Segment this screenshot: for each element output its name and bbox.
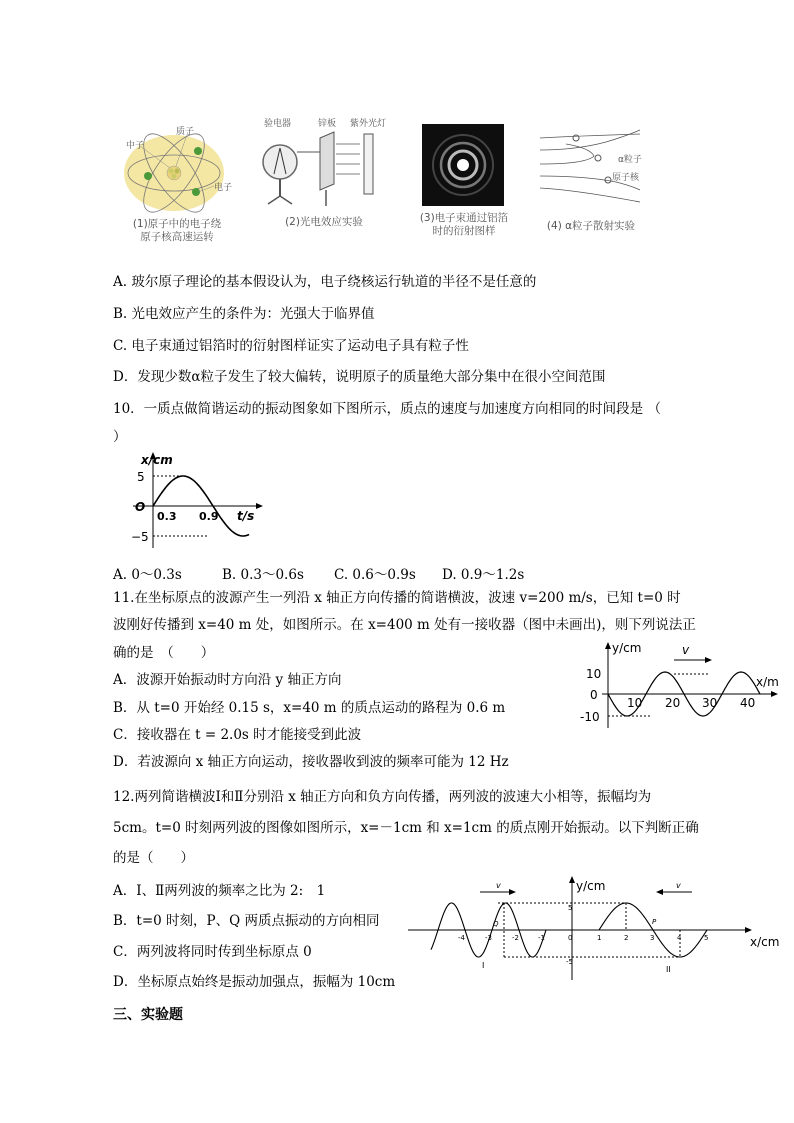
q11-tick-40: 40 bbox=[740, 696, 756, 710]
figure-atom-model bbox=[118, 118, 236, 246]
q10-tick-2: 0.9 bbox=[199, 510, 219, 523]
q12-y-top: 5 bbox=[568, 904, 573, 912]
q11-xlabel: x/m bbox=[756, 675, 779, 689]
q12-tick-neg3: -3 bbox=[485, 934, 492, 942]
q10-origin: O bbox=[135, 500, 146, 514]
q12-tick-neg1: -1 bbox=[538, 934, 545, 942]
diffraction-pattern bbox=[422, 124, 504, 206]
q11-tick-30: 30 bbox=[702, 696, 718, 710]
q12-tick-2: 2 bbox=[624, 934, 629, 942]
q12-v-right: v bbox=[676, 881, 681, 890]
q10-option-b: B. 0.3～0.6s bbox=[222, 567, 304, 583]
q12-tick-1: 1 bbox=[597, 934, 602, 942]
electroscope-label: 验电器 bbox=[264, 119, 292, 129]
q12-stem-2: 5cm。t=0 时刻两列波的图像如图所示，x=－1cm 和 x=1cm 的质点刚开始振动。以下判断正确 bbox=[113, 820, 699, 836]
figure-diffraction bbox=[408, 124, 520, 242]
q11-graph-svg bbox=[578, 638, 784, 730]
q9-option-a: A. 玻尔原子理论的基本假设认为，电子绕核运行轨道的半径不是任意的 bbox=[113, 274, 537, 290]
q12-option-b: B．t=0 时刻，P、Q 两质点振动的方向相同 bbox=[113, 913, 380, 929]
figure-caption-4: (4) α粒子散射实验 bbox=[546, 220, 636, 232]
q10-y-top: 5 bbox=[137, 470, 145, 484]
q12-tick-5: 5 bbox=[704, 934, 709, 942]
q10-stem-2: ） bbox=[113, 429, 127, 445]
q10-graph bbox=[113, 448, 273, 552]
q10-option-c: C. 0.6～0.9s bbox=[334, 567, 416, 583]
q12-zero: 0 bbox=[568, 934, 573, 942]
q12-p-label: P bbox=[652, 918, 657, 926]
q12-tick-neg2: -2 bbox=[512, 934, 519, 942]
q12-wave-i: I bbox=[482, 961, 485, 970]
q11-stem-1: 11.在坐标原点的波源产生一列沿 x 轴正方向传播的简谐横波，波速 v=200 m/s，已知 t=0 时 bbox=[113, 590, 681, 606]
q12-tick-4: 4 bbox=[677, 934, 682, 942]
q11-option-a: A．波源开始振动时方向沿 y 轴正方向 bbox=[113, 672, 342, 688]
section-heading-experiments: 三、实验题 bbox=[113, 1007, 183, 1023]
q11-option-b: B．从 t=0 开始经 0.15 s，x=40 m 的质点运动的路程为 0.6 m bbox=[113, 700, 506, 716]
q12-tick-3: 3 bbox=[650, 934, 655, 942]
q12-v-left: v bbox=[496, 881, 501, 890]
q12-option-a: A．I、Ⅱ两列波的频率之比为 2: 1 bbox=[113, 883, 326, 899]
nucleus-label: 原子核 bbox=[612, 173, 640, 183]
q11-tick-10: 10 bbox=[627, 696, 643, 710]
q12-graph bbox=[404, 872, 784, 982]
q12-option-d: D．坐标原点始终是振动加强点，振幅为 10cm bbox=[113, 974, 396, 990]
q11-y-top: 10 bbox=[586, 667, 602, 681]
q10-graph-svg bbox=[113, 448, 273, 552]
alpha-label: α粒子 bbox=[618, 155, 642, 165]
q11-ylabel: y/cm bbox=[612, 641, 642, 655]
q9-option-d: D．发现少数α粒子发生了较大偏转，说明原子的质量绝大部分集中在很小空间范围 bbox=[113, 369, 606, 385]
figure-caption-3: (3)电子束通过铝箔 时的衍射图样 bbox=[419, 212, 509, 237]
q11-option-d: D．若波源向 x 轴正方向运动，接收器收到波的频率可能为 12 Hz bbox=[113, 754, 509, 770]
q10-tick-1: 0.3 bbox=[157, 510, 177, 523]
q10-stem-1: 10．一质点做简谐运动的振动图象如下图所示，质点的速度与加速度方向相同的时间段是 （ bbox=[113, 401, 661, 417]
q12-graph-svg bbox=[404, 872, 784, 982]
q11-stem-3: 确的是 （ ） bbox=[113, 645, 215, 661]
neutron-label: 中子 bbox=[126, 141, 145, 151]
q11-tick-20: 20 bbox=[665, 696, 681, 710]
figure-alpha-scattering bbox=[536, 128, 648, 236]
q11-graph bbox=[578, 638, 784, 730]
q12-option-c: C．两列波将同时传到坐标原点 0 bbox=[113, 944, 312, 960]
q9-option-c: C. 电子束通过铝箔时的衍射图样证实了运动电子具有粒子性 bbox=[113, 338, 469, 354]
q12-stem-3: 的是（ ） bbox=[113, 850, 194, 866]
q12-stem-1: 12.两列简谐横波Ⅰ和Ⅱ分别沿 x 轴正方向和负方向传播，两列波的波速大小相等，振幅均为 bbox=[113, 789, 652, 805]
figure-caption-1: (1)原子中的电子绕 原子核高速运转 bbox=[132, 218, 222, 243]
q11-option-c: C．接收器在 t = 2.0s 时才能接受到此波 bbox=[113, 727, 362, 743]
alpha-scattering-diagram bbox=[536, 128, 648, 208]
q12-tick-neg4: -4 bbox=[458, 934, 465, 942]
q9-option-b: B. 光电效应产生的条件为：光强大于临界值 bbox=[113, 306, 375, 322]
q12-y-bottom: -5 bbox=[566, 958, 573, 966]
q11-y-bottom: -10 bbox=[580, 710, 600, 724]
electron-label: 电子 bbox=[214, 183, 233, 193]
q12-ylabel: y/cm bbox=[576, 879, 606, 893]
q10-option-d: D. 0.9～1.2s bbox=[442, 567, 525, 583]
q12-xlabel: x/cm bbox=[750, 935, 780, 949]
proton-label: 质子 bbox=[176, 127, 195, 137]
q11-stem-2: 波刚好传播到 x=40 m 处，如图所示。在 x=400 m 处有一接收器（图中未画出)，则下列说法正 bbox=[113, 617, 696, 633]
q11-y-zero: 0 bbox=[590, 688, 598, 702]
q10-y-bottom: −5 bbox=[131, 530, 149, 544]
q10-option-a: A. 0～0.3s bbox=[113, 567, 182, 583]
q11-v-label: v bbox=[682, 643, 690, 657]
q10-ylabel: x/cm bbox=[141, 453, 173, 467]
q10-xlabel: t/s bbox=[237, 509, 255, 523]
photoelectric-apparatus bbox=[254, 128, 394, 212]
figure-photoelectric bbox=[254, 114, 394, 234]
figure-caption-2: (2)光电效应实验 bbox=[285, 216, 363, 228]
uv-lamp-label: 紫外光灯 bbox=[350, 119, 387, 129]
zinc-plate-label: 锌板 bbox=[318, 119, 337, 129]
q12-wave-ii: II bbox=[666, 965, 671, 974]
q12-q-label: Q bbox=[493, 920, 499, 928]
